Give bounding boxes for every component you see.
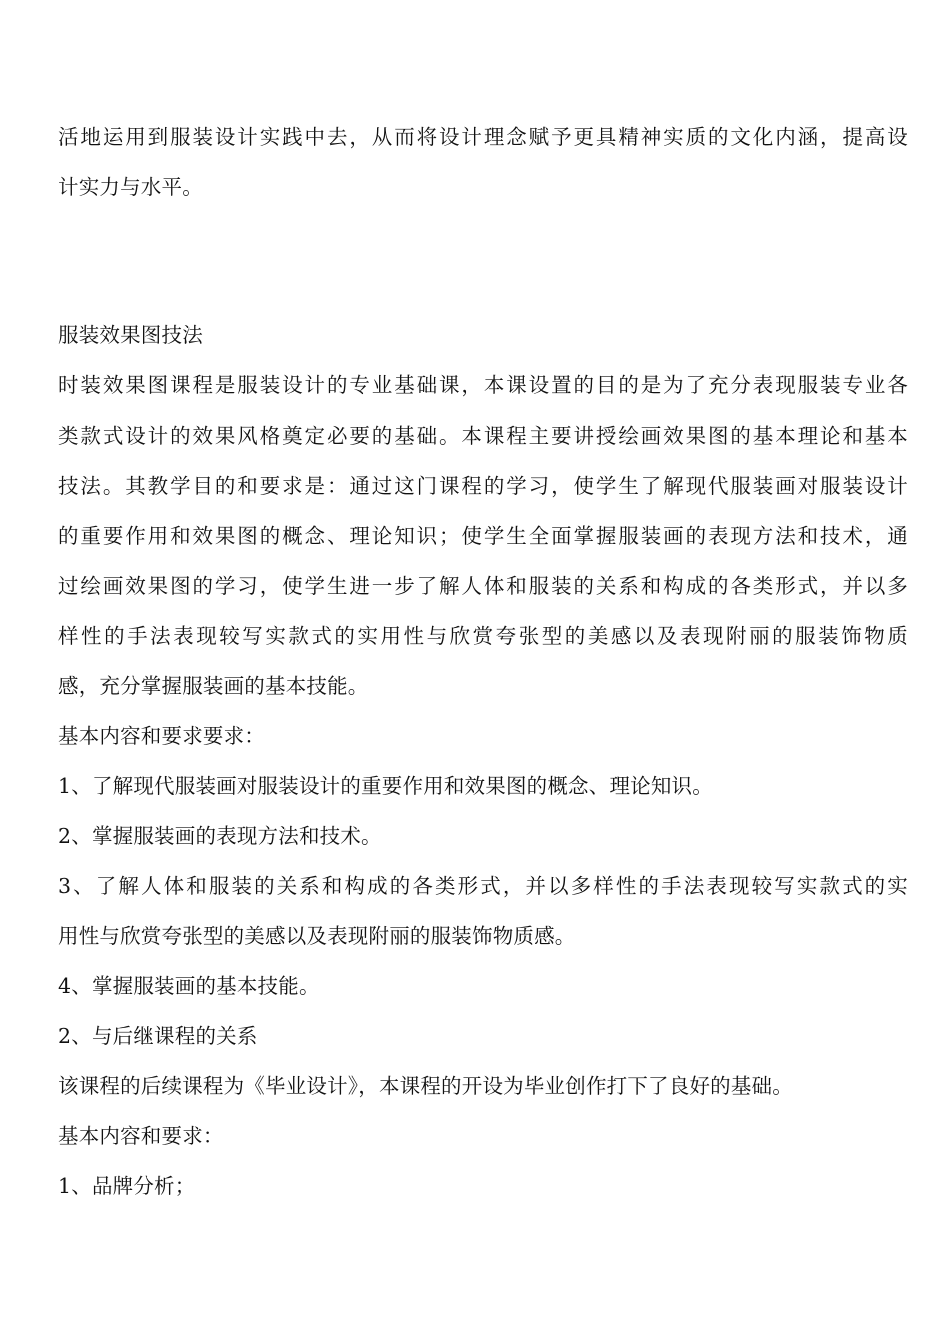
description-line-5: 过绘画效果图的学习，使学生进一步了解人体和服装的关系和构成的各类形式，并以多 bbox=[58, 574, 908, 598]
section-heading: 服装效果图技法 bbox=[58, 323, 203, 347]
relation-heading: 2、与后继课程的关系 bbox=[58, 1024, 258, 1048]
description-line-1: 时装效果图课程是服装设计的专业基础课，本课设置的目的是为了充分表现服装专业各 bbox=[58, 373, 908, 397]
requirement-item-3-line-1: 3、了解人体和服装的关系和构成的各类形式，并以多样性的手法表现较写实款式的实 bbox=[58, 874, 908, 898]
requirement-item-4: 4、掌握服装画的基本技能。 bbox=[58, 974, 320, 998]
requirement-item-2: 2、掌握服装画的表现方法和技术。 bbox=[58, 824, 382, 848]
requirement-item-3-line-2: 用性与欣赏夸张型的美感以及表现附丽的服装饰物质感。 bbox=[58, 924, 576, 948]
requirement-item-1: 1、了解现代服装画对服装设计的重要作用和效果图的概念、理论知识。 bbox=[58, 774, 713, 798]
relation-text: 该课程的后续课程为《毕业设计》，本课程的开设为毕业创作打下了良好的基础。 bbox=[58, 1074, 793, 1098]
description-line-7: 感，充分掌握服装画的基本技能。 bbox=[58, 674, 369, 698]
requirements-heading: 基本内容和要求要求： bbox=[58, 724, 265, 748]
description-line-3: 技法。其教学目的和要求是：通过这门课程的学习，使学生了解现代服装画对服装设计 bbox=[58, 474, 908, 498]
intro-line-2: 计实力与水平。 bbox=[58, 175, 203, 199]
description-line-6: 样性的手法表现较写实款式的实用性与欣赏夸张型的美感以及表现附丽的服装饰物质 bbox=[58, 624, 908, 648]
content-item-1: 1、品牌分析； bbox=[58, 1174, 196, 1198]
intro-line-1: 活地运用到服装设计实践中去，从而将设计理念赋予更具精神实质的文化内涵，提高设 bbox=[58, 125, 908, 149]
description-line-4: 的重要作用和效果图的概念、理论知识；使学生全面掌握服装画的表现方法和技术，通 bbox=[58, 524, 908, 548]
description-line-2: 类款式设计的效果风格奠定必要的基础。本课程主要讲授绘画效果图的基本理论和基本 bbox=[58, 424, 908, 448]
content-heading: 基本内容和要求： bbox=[58, 1124, 224, 1148]
